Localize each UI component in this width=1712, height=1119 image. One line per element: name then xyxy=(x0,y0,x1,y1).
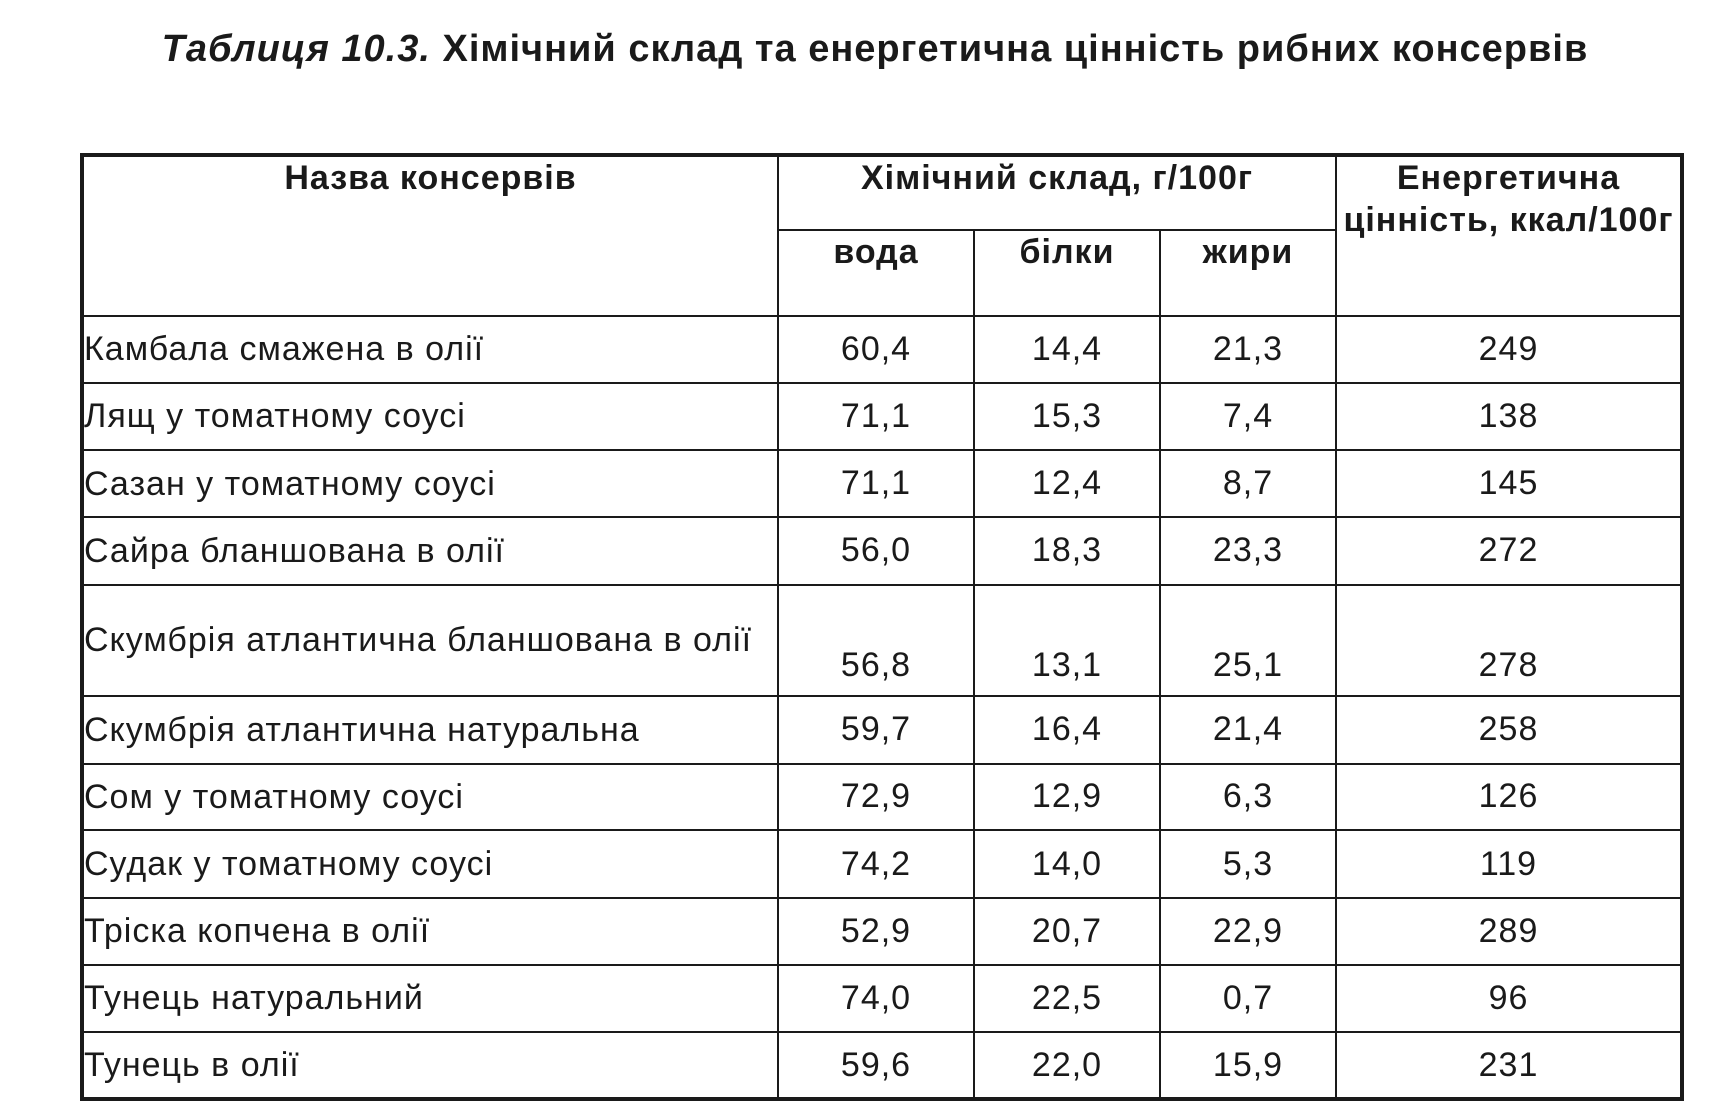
cell-fats: 5,3 xyxy=(1160,830,1336,898)
table-row xyxy=(82,316,1682,383)
cell-name: Скумбрія атлантична бланшована в олії xyxy=(82,585,778,696)
cell-water: 72,9 xyxy=(778,764,974,831)
cell-water: 71,1 xyxy=(778,450,974,517)
cell-water: 74,2 xyxy=(778,830,974,898)
table-row xyxy=(82,965,1682,1033)
cell-fats: 15,9 xyxy=(1160,1032,1336,1099)
table-row xyxy=(82,450,1682,517)
cell-name: Камбала смажена в олії xyxy=(82,316,778,383)
cell-fats: 25,1 xyxy=(1160,585,1336,696)
cell-proteins: 13,1 xyxy=(974,585,1160,696)
cell-energy: 272 xyxy=(1336,517,1682,585)
cell-energy: 258 xyxy=(1336,696,1682,764)
cell-energy: 96 xyxy=(1336,965,1682,1033)
cell-energy: 278 xyxy=(1336,585,1682,696)
cell-energy: 119 xyxy=(1336,830,1682,898)
cell-fats: 21,4 xyxy=(1160,696,1336,764)
cell-water: 52,9 xyxy=(778,898,974,965)
cell-name: Лящ у томатному соусі xyxy=(82,383,778,451)
cell-energy: 231 xyxy=(1336,1032,1682,1099)
cell-energy: 249 xyxy=(1336,316,1682,383)
cell-fats: 21,3 xyxy=(1160,316,1336,383)
cell-fats: 0,7 xyxy=(1160,965,1336,1033)
table-row xyxy=(82,696,1682,764)
cell-water: 56,8 xyxy=(778,585,974,696)
cell-proteins: 20,7 xyxy=(974,898,1160,965)
table-row xyxy=(82,517,1682,585)
cell-fats: 23,3 xyxy=(1160,517,1336,585)
cell-name: Тунець в олії xyxy=(82,1032,778,1099)
cell-fats: 8,7 xyxy=(1160,450,1336,517)
cell-fats: 22,9 xyxy=(1160,898,1336,965)
header-fats: жири xyxy=(1160,230,1336,316)
header-name: Назва консервів xyxy=(82,155,778,316)
cell-name: Тріска копчена в олії xyxy=(82,898,778,965)
cell-name: Сайра бланшована в олії xyxy=(82,517,778,585)
cell-proteins: 18,3 xyxy=(974,517,1160,585)
table-row xyxy=(82,383,1682,451)
header-proteins: білки xyxy=(974,230,1160,316)
caption-label: Таблиця 10.3. xyxy=(161,28,431,70)
cell-energy: 289 xyxy=(1336,898,1682,965)
cell-proteins: 14,0 xyxy=(974,830,1160,898)
caption-text: Хімічний склад та енергетична цінність рибних консервів xyxy=(442,28,1589,70)
header-energy: Енергетична цінність, ккал/100г xyxy=(1336,155,1682,316)
table-caption xyxy=(120,22,1630,76)
composition-table xyxy=(80,153,1684,1101)
table-row xyxy=(82,898,1682,965)
cell-name: Судак у томатному соусі xyxy=(82,830,778,898)
cell-proteins: 14,4 xyxy=(974,316,1160,383)
cell-name: Сазан у томатному соусі xyxy=(82,450,778,517)
cell-name: Тунець натуральний xyxy=(82,965,778,1033)
table-row xyxy=(82,764,1682,831)
cell-water: 60,4 xyxy=(778,316,974,383)
table-row xyxy=(82,830,1682,898)
header-water: вода xyxy=(778,230,974,316)
cell-energy: 138 xyxy=(1336,383,1682,451)
cell-proteins: 16,4 xyxy=(974,696,1160,764)
cell-water: 71,1 xyxy=(778,383,974,451)
cell-water: 56,0 xyxy=(778,517,974,585)
header-chemical-composition: Хімічний склад, г/100г xyxy=(778,155,1336,230)
cell-proteins: 15,3 xyxy=(974,383,1160,451)
cell-name: Скумбрія атлантична натуральна xyxy=(82,696,778,764)
cell-energy: 126 xyxy=(1336,764,1682,831)
cell-proteins: 22,5 xyxy=(974,965,1160,1033)
cell-proteins: 12,9 xyxy=(974,764,1160,831)
table-body xyxy=(82,316,1682,1099)
cell-name: Сом у томатному соусі xyxy=(82,764,778,831)
table-row xyxy=(82,585,1682,696)
cell-water: 59,6 xyxy=(778,1032,974,1099)
cell-proteins: 12,4 xyxy=(974,450,1160,517)
cell-water: 74,0 xyxy=(778,965,974,1033)
cell-energy: 145 xyxy=(1336,450,1682,517)
cell-fats: 6,3 xyxy=(1160,764,1336,831)
cell-proteins: 22,0 xyxy=(974,1032,1160,1099)
table-row xyxy=(82,1032,1682,1099)
cell-water: 59,7 xyxy=(778,696,974,764)
cell-fats: 7,4 xyxy=(1160,383,1336,451)
